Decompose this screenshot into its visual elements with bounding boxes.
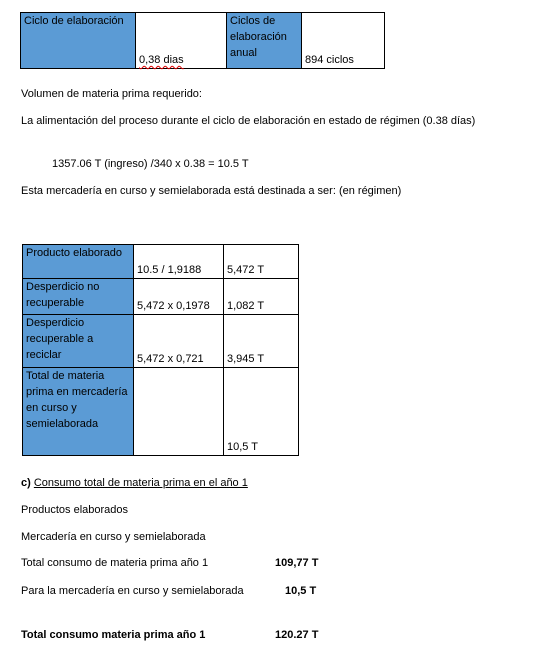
row-label: Desperdicio no recuperable (26, 281, 100, 309)
section-c-heading (21, 476, 248, 490)
table-row (23, 368, 299, 456)
row-result-cell (224, 245, 299, 279)
section-c-title: Consumo total de materia prima en el año 1 (33, 477, 248, 489)
row-label-cell (23, 368, 134, 456)
cycle-table (20, 12, 385, 69)
line-products: Productos elaborados (21, 504, 129, 516)
row-label: Desperdicio recuperable a reciclar (26, 317, 94, 361)
table-row (23, 315, 299, 368)
row-calc-cell (134, 368, 224, 456)
line-wip-consumption-label: Para la mercadería en curso y semielaborada (21, 585, 244, 597)
row-result: 1,082 T (227, 300, 265, 312)
row-calc-cell (134, 279, 224, 315)
row-calc-cell (134, 315, 224, 368)
annual-value-cell (302, 13, 385, 69)
row-label: Total de materia prima en mercadería en curso y semielaborada (26, 370, 128, 430)
row-result-cell (224, 368, 299, 456)
row-result: 5,472 T (227, 264, 265, 276)
cycle-label: Ciclo de elaboración (24, 15, 124, 27)
paragraph-feed: La alimentación del proceso durante el ciclo de elaboración en estado de régimen (0.38 días) (21, 115, 476, 127)
grand-total-value: 120.27 T (275, 629, 319, 641)
line-wip: Mercadería en curso y semielaborada (21, 531, 206, 543)
row-label-cell (23, 245, 134, 279)
row-label-cell (23, 315, 134, 368)
annual-label: Ciclos de elaboración anual (230, 15, 287, 59)
row-calc-cell (134, 245, 224, 279)
line-total-consumption-value: 109,77 T (275, 557, 319, 569)
table-row (23, 245, 299, 279)
formula-line: 1357.06 T (ingreso) /340 x 0.38 = 10.5 T (52, 158, 249, 170)
row-result-cell (224, 279, 299, 315)
paragraph-destination: Esta mercadería en curso y semielaborada está destinada a ser: (en régimen) (21, 185, 402, 197)
grand-total-label: Total consumo materia prima año 1 (21, 629, 206, 641)
row-result: 3,945 T (227, 353, 265, 365)
section-c-prefix: c) (21, 477, 31, 489)
row-calc: 10.5 / 1,9188 (137, 264, 202, 276)
paragraph-volume: Volumen de materia prima requerido: (21, 88, 202, 100)
line-wip-consumption-value: 10,5 T (285, 585, 317, 597)
row-label-cell (23, 279, 134, 315)
annual-value: 894 ciclos (305, 54, 354, 66)
cycle-value-cell (136, 13, 227, 69)
row-calc: 5,472 x 0,1978 (137, 300, 210, 312)
row-calc: 5,472 x 0,721 (137, 353, 204, 365)
breakdown-table (22, 244, 299, 456)
table-row (23, 279, 299, 315)
cycle-label-cell (21, 13, 136, 69)
line-total-consumption-label: Total consumo de materia prima año 1 (21, 557, 209, 569)
row-result: 10,5 T (227, 441, 258, 453)
row-result-cell (224, 315, 299, 368)
cycle-value: 0,38 dias (139, 54, 184, 66)
annual-label-cell (227, 13, 302, 69)
row-label: Producto elaborado (26, 247, 123, 259)
